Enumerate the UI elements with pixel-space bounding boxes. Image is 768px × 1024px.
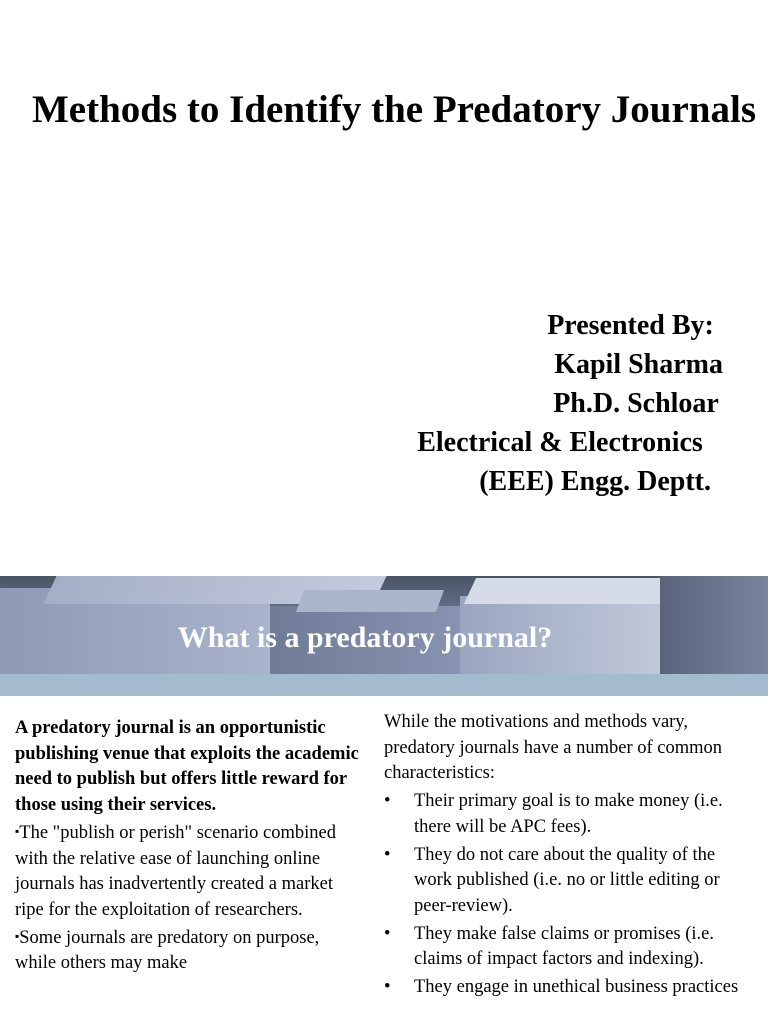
presenter-line: Electrical & Electronics — [417, 427, 703, 458]
presenter-line: Presented By: — [547, 310, 714, 341]
list-item — [384, 843, 754, 920]
list-item-text: Their primary goal is to make money (i.e. there will be APC fees). — [414, 791, 723, 837]
presenter-line: Ph.D. Schloar — [553, 388, 719, 419]
presenter-line: Kapil Sharma — [554, 349, 723, 380]
square-bullet-icon: ▪ — [15, 928, 20, 943]
bullet-icon: • — [384, 923, 391, 944]
left-bullet — [15, 819, 365, 924]
content-slide-title: What is a predatory journal? — [177, 621, 553, 654]
left-bullet-text: Some journals are predatory on purpose, while others may make — [15, 927, 320, 974]
intro-text: While the motivations and methods vary, predatory journals have a number of common characteristics: — [384, 712, 723, 784]
slide-title: Methods to Identify the Predatory Journals — [32, 88, 756, 131]
left-bullet-text: The "publish or perish" scenario combined with the relative ease of launching online journals has inadvertently created a market ripe for the exploitation of researchers. — [15, 822, 336, 920]
square-bullet-icon: ▪ — [15, 823, 20, 838]
left-bullet — [15, 924, 365, 977]
list-item-text: They do not care about the quality of the work published (i.e. no or little editing or peer-review). — [414, 844, 720, 916]
accent-stripe — [0, 674, 768, 696]
list-item — [384, 922, 754, 973]
right-column — [384, 710, 754, 1001]
list-item — [384, 789, 754, 840]
content-slide — [0, 576, 768, 1024]
list-item-text: They make false claims or promises (i.e. claims of impact factors and indexing). — [414, 923, 715, 970]
definition-text: A predatory journal is an opportunistic publishing venue that exploits the academic need to publish but offers little reward for those using their services. — [15, 718, 359, 816]
banner-block-shape — [296, 590, 444, 612]
bullet-icon: • — [384, 977, 391, 998]
left-column — [15, 716, 365, 977]
bullet-icon: • — [384, 791, 391, 812]
presenter-block — [417, 306, 723, 501]
header-banner-image — [0, 576, 768, 674]
presenter-line: (EEE) Engg. Deptt. — [479, 466, 711, 497]
list-item — [384, 975, 754, 1001]
bullet-icon: • — [384, 844, 391, 865]
characteristics-list — [384, 789, 754, 1001]
list-item-text: They engage in unethical business practices — [414, 977, 739, 998]
